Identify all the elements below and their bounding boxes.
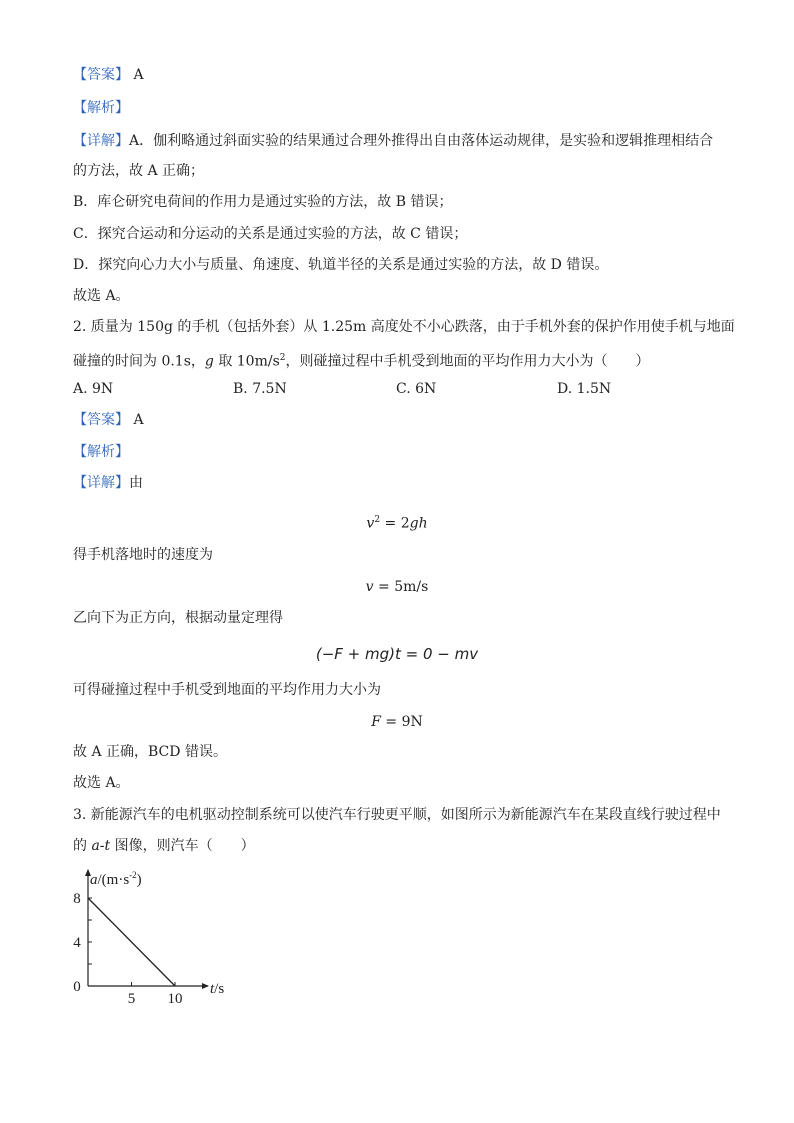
q2-stem-line-1: 2. 质量为 150g 的手机（包括外套）从 1.25m 高度处不小心跌落，由于手机外套的保护作用使手机与地面: [73, 319, 735, 335]
q2-stem-part-1: 碰撞的时间为 0.1s，: [73, 353, 205, 370]
x-label-unit: /s: [214, 981, 225, 997]
eq2-rest: = 5m/s: [373, 579, 429, 595]
q1-answer-line: [73, 65, 144, 85]
q1-detail-line-2: 的方法，故 A 正确；: [73, 163, 205, 179]
q1-detail-tag: 【详解】: [73, 133, 129, 149]
q2-stem-sup: 2: [279, 353, 286, 363]
series-line: [88, 898, 175, 986]
q2-conclusion: 故选 A。: [73, 775, 130, 791]
q1-answer-value: A: [133, 67, 144, 83]
q1-detail-line-3: B．库仑研究电荷间的作用力是通过实验的方法，故 B 错误；: [73, 194, 453, 210]
q1-detail-text-1: A．伽利略通过斜面实验的结果通过合理外推得出自由落体运动规律，是实验和逻辑推理相结合: [129, 133, 714, 149]
eq1-rest: = 2: [380, 515, 410, 532]
q2-answer-line: [73, 410, 144, 430]
eq4-rest: = 9N: [380, 714, 423, 730]
q2-stem-part-2: 取 10m/s: [213, 353, 280, 370]
q3-stem-at: a-t: [91, 838, 111, 854]
y-label-var: a: [90, 872, 98, 888]
q1-conclusion: 故选 A。: [73, 288, 130, 304]
q2-equation-2: [0, 577, 794, 597]
q2-detail-tag: 【详解】: [73, 475, 129, 491]
q1-detail-line-5: D．探究向心力大小与质量、角速度、轨道半径的关系是通过实验的方法，故 D 错误。: [73, 257, 609, 273]
eq4-F: F: [371, 714, 381, 730]
x-tick-label: 5: [127, 991, 136, 1007]
y-label-close: ): [136, 872, 142, 888]
q2-option-b: B. 7.5N: [233, 381, 287, 397]
q2-text-speed: 得手机落地时的速度为: [73, 547, 213, 563]
q2-stem-g: g: [204, 353, 214, 370]
q2-equation-1: [0, 510, 794, 534]
q2-option-d: D. 1.5N: [557, 381, 612, 397]
q2-answer-value: A: [133, 412, 144, 428]
eq1-sup: 2: [374, 515, 381, 525]
a-t-chart: [60, 864, 250, 1009]
q2-detail-text: 由: [129, 475, 143, 491]
eq2-v: v: [365, 579, 374, 595]
eq1-v: v: [366, 515, 375, 532]
q3-stem-part-1: 的: [73, 838, 92, 854]
q3-stem-part-2: 图像，则汽车（ ）: [110, 838, 255, 854]
q2-stem-part-3: ，则碰撞过程中手机受到地面的平均作用力大小为（ ）: [285, 353, 650, 370]
chart-y-axis-label: [90, 870, 142, 888]
y-tick-label: 4: [73, 935, 81, 951]
y-label-unit: /(m·s: [97, 872, 130, 888]
eq1-gh: gh: [409, 515, 428, 532]
q2-text-momentum: 乙向下为正方向，根据动量定理得: [73, 610, 283, 626]
chart-origin-label: 0: [73, 979, 81, 995]
q1-answer-tag: 【答案】: [73, 67, 129, 83]
q2-equation-3: (−F + mg)t = 0 − mv: [315, 645, 479, 663]
y-tick-label: 8: [73, 891, 81, 907]
q3-stem-line-2: [73, 836, 255, 856]
q1-detail-line-1: [73, 131, 713, 151]
x-tick-label: 10: [167, 991, 183, 1007]
q2-option-a: A. 9N: [73, 381, 114, 397]
q2-option-c: C. 6N: [396, 381, 437, 397]
q2-detail-line: [73, 473, 143, 493]
q2-text-force: 可得碰撞过程中手机受到地面的平均作用力大小为: [73, 682, 381, 698]
chart-x-axis-label: [210, 981, 224, 997]
q2-analysis-tag: 【解析】: [73, 444, 129, 460]
q1-analysis-tag: 【解析】: [73, 100, 129, 116]
q2-text-result: 故 A 正确，BCD 错误。: [73, 744, 227, 760]
y-label-sup: -2: [129, 870, 137, 880]
q2-answer-tag: 【答案】: [73, 412, 129, 428]
q1-detail-line-4: C．探究合运动和分运动的关系是通过实验的方法，故 C 错误；: [73, 226, 468, 242]
x-label-var: t: [210, 981, 215, 997]
q2-stem-line-2: [73, 348, 650, 372]
q2-equation-4: [0, 712, 794, 732]
q3-stem-line-1: 3. 新能源汽车的电机驱动控制系统可以使汽车行驶更平顺，如图所示为新能源汽车在某段直线行驶过程中: [73, 807, 721, 823]
